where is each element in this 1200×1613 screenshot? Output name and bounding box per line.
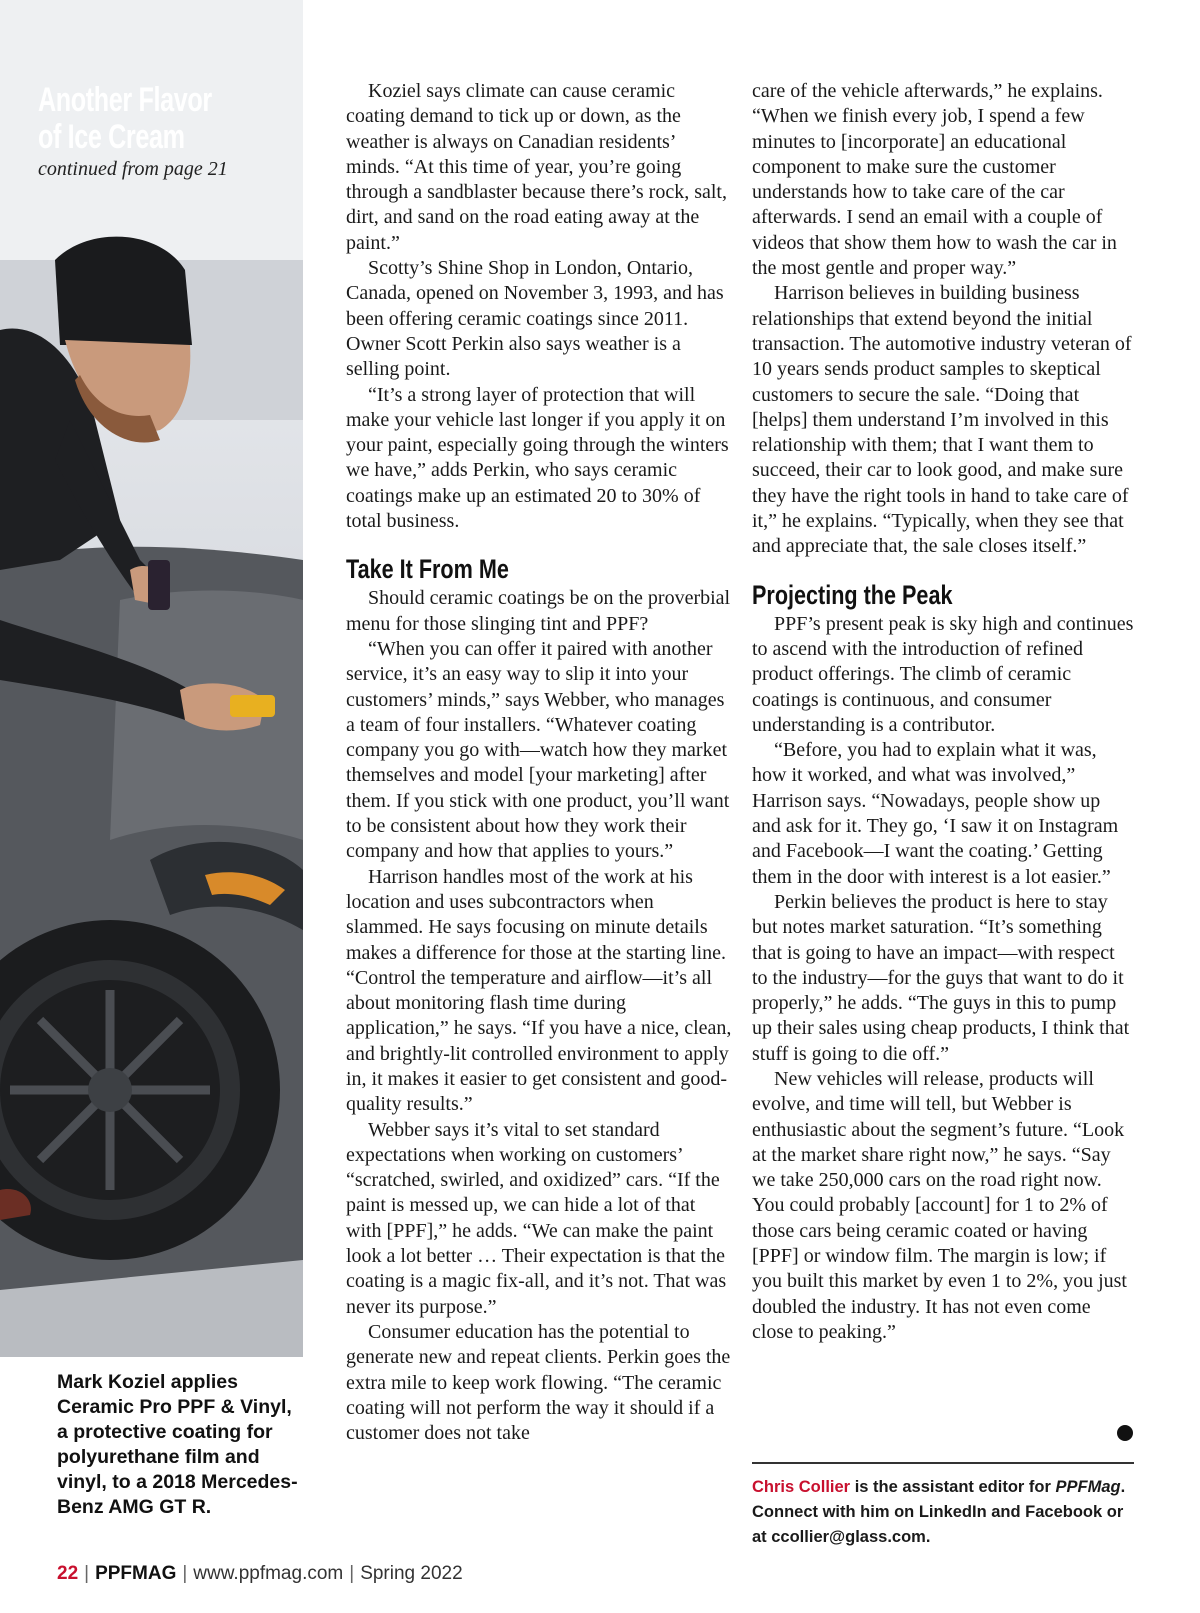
paragraph: PPF’s present peak is sky high and continues to ascend with the introduction of refined product offerings. The climb of ceramic coatings is continuous, and consumer understanding is a contributor. <box>752 612 1134 736</box>
bio-text: is the assistant editor for <box>850 1478 1056 1496</box>
article-photo <box>0 0 303 1357</box>
sidebar-title-line-1: Another Flavor <box>38 81 212 119</box>
sidebar-title <box>38 82 223 156</box>
paragraph: Webber says it’s vital to set standard expectations when working on customers’ “scratched, swirled, and oxidized” cars. “If the paint is messed up, we can hide a lot of that with [PPF],” he adds. “We can make the paint look a lot better … Their expectation is that the coating is a magic fix-all, and it’s not. That was never its purpose.” <box>346 1118 727 1318</box>
footer-separator: | <box>182 1563 188 1584</box>
footer-issue: Spring 2022 <box>360 1563 463 1584</box>
continued-note: continued from page 21 <box>38 158 228 180</box>
footer-separator: | <box>84 1563 90 1584</box>
footer-separator: | <box>349 1563 355 1584</box>
page-number: 22 <box>57 1563 79 1584</box>
magazine-name: PPFMag <box>1055 1478 1121 1496</box>
section-heading: Take It From Me <box>346 554 509 585</box>
paragraph: Harrison handles most of the work at his location and uses subcontractors when slammed. He says focusing on minute details makes a difference for those at the starting line. “Control the temperature and airflow—it’s all about monitoring flash time during application,” he says. “If you have a nice, clean, and brightly-lit controlled environment to apply in, it makes it easier to get consistent and good-quality results.” <box>346 865 732 1116</box>
divider <box>752 1462 1134 1464</box>
article-column-2 <box>752 79 1134 1345</box>
paragraph: Harrison believes in building business relationships that extend beyond the initial transaction. The automotive industry veteran of 10 years sends product samples to skeptical customers to secure the sale. “Doing that [helps] them understand I’m involved in this relationship with them; that I want them to succeed, their car to look good, and make sure they have the right tools in hand to take care of it,” he explains. “Typically, when they see that and appreciate that, the sale closes itself.” <box>752 282 1132 558</box>
end-of-article-bullet-icon <box>1117 1425 1133 1441</box>
author-name: Chris Collier <box>752 1478 851 1496</box>
article-column-1 <box>346 79 732 1446</box>
paragraph: “It’s a strong layer of protection that will make your vehicle last longer if you apply it on your paint, especially going through the winters we have,” adds Perkin, who says ceramic coatings make up an estimated 20 to 30% of total business. <box>346 383 729 533</box>
paragraph: Perkin believes the product is here to stay but notes market saturation. “It’s something that is going to have an impact—with respect to the industry—for the guys that want to do it properly,” he adds. “The guys in this to pump up their sales using cheap products, I think that stuff is going to die off.” <box>752 890 1130 1065</box>
photo-illustration <box>0 0 303 1357</box>
paragraph: Koziel says climate can cause ceramic coating demand to tick up or down, as the weather is always on Canadian residents’ minds. “At this time of year, you’re going through a sandblaster because there’s rock, salt, dirt, and sand on the road eating away at the paint.” <box>346 80 727 254</box>
paragraph: care of the vehicle afterwards,” he explains. “When we finish every job, I spend a few minutes to [incorporate] an educational component to make sure the customer understands how to take care of the car afterwards. I send an email with a couple of videos that show them how to wash the car in the most gentle and proper way.” <box>752 80 1117 280</box>
author-bio <box>752 1475 1142 1550</box>
section-heading: Projecting the Peak <box>752 579 953 610</box>
paragraph: “Before, you had to explain what it was, how it worked, and what was involved,” Harrison says. “Nowadays, people show up and ask for it. They go, ‘I saw it on Instagram and Facebook—I want the coating.’ Getting them in the door with interest is a lot easier.” <box>752 739 1119 888</box>
paragraph: Scotty’s Shine Shop in London, Ontario, Canada, opened on November 3, 1993, and has been offering ceramic coatings since 2011. Owner Scott Perkin also says weather is a selling point. <box>346 257 724 381</box>
paragraph: New vehicles will release, products will evolve, and time will tell, but Webber is enthusiastic about the segment’s future. “Look at the market share right now,” he says. “Say we take 250,000 cars on the road right now. You could probably [account] for 1 to 2% of those cars being ceramic coated or having [PPF] or window film. The margin is low; if you built this market by even 1 to 2%, you just doubled the industry. It has not even come close to peaking.” <box>752 1067 1127 1343</box>
footer-url: www.ppfmag.com <box>193 1563 344 1584</box>
page-footer <box>57 1563 463 1585</box>
sidebar-title-line-2: of Ice Cream <box>38 118 185 156</box>
footer-brand: PPFMAG <box>95 1563 177 1584</box>
paragraph: Consumer education has the potential to generate new and repeat clients. Perkin goes the extra mile to keep work flowing. “The ceramic coating will not perform the way it should if a customer does not take <box>346 1320 731 1445</box>
paragraph: Should ceramic coatings be on the proverbial menu for those slinging tint and PPF? <box>346 587 731 635</box>
bio-text: . Connect with him on LinkedIn and Facebook or at ccollier@glass.com. <box>752 1478 1126 1546</box>
paragraph: “When you can offer it paired with another service, it’s an easy way to slip it into your customers’ minds,” says Webber, who manages a team of four installers. “Whatever coating company you go with—watch how they market themselves and model [your marketing] after them. If you stick with one product, you’ll want to be consistent about how they work their company and how that applies to yours.” <box>346 637 730 863</box>
photo-caption: Mark Koziel applies Ceramic Pro PPF & Vinyl, a protective coating for polyurethane film and vinyl, to a 2018 Mercedes-Benz AMG GT R. <box>57 1371 298 1518</box>
